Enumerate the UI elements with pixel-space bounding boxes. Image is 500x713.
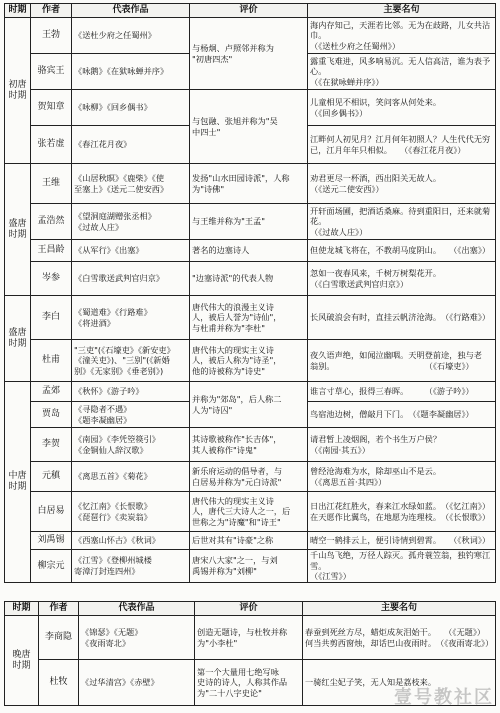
works-cell: 《山居秋暝》《鹿柴》《使 至塞上》《送元二使安西》 [72, 164, 190, 204]
quote-cell: 谁言寸草心，报得三春晖。 （《游子吟》） [308, 382, 496, 402]
table-row [5, 90, 496, 126]
evaluation-cell: 并称为"郊岛"，后人称二 人为"诗囚" [190, 382, 308, 428]
period-cell: 初唐 时期 [5, 18, 31, 164]
evaluation-cell: "边塞诗派"的代表人物 [190, 262, 308, 296]
author-cell: 孟浩然 [31, 204, 72, 240]
works-cell: 《从军行》《出塞》 [72, 240, 190, 262]
evaluation-cell: 第一个大量用七绝写咏 史诗的诗人，人称其作品 为"二十八字史论" [195, 660, 303, 706]
works-cell: 《西塞山怀古》《秋词》 [72, 532, 190, 550]
author-cell: 贺知章 [31, 90, 72, 126]
table-row [5, 382, 496, 402]
works-cell: 《寻隐者不遇》 《题李凝幽居》 [72, 402, 190, 428]
evaluation-cell: 与王维并称为"王孟" [190, 204, 308, 240]
works-cell: 《锦瑟》《无题》 《夜雨寄北》 [79, 616, 195, 660]
table-header-row [5, 602, 496, 616]
evaluation-cell: 与包融、张旭并称为"吴 中四士" [190, 90, 308, 164]
table-row [5, 262, 496, 296]
author-cell: 李商隐 [39, 616, 79, 660]
evaluation-cell: 唐宋八大家"之一，与刘 禹锡并称为"刘柳" [190, 550, 308, 583]
header-works: 代表作品 [72, 4, 190, 18]
quote-cell: 劝君更尽一杯酒，西出阳关无故人。 （《送元二使安西》） [308, 164, 496, 204]
works-cell: 《离思五首》《菊花》 [72, 462, 190, 492]
works-cell: 《送杜少府之任蜀州》 [72, 18, 190, 54]
quote-cell: 鸟宿池边树，僧敲月下门。 （《题李凝幽居》） [308, 402, 496, 428]
period-cell: 中唐 时期 [5, 382, 31, 583]
table-header-row [5, 4, 496, 18]
quote-cell: 千山鸟飞绝，万径人踪灭。孤舟蓑笠翁，独钓寒江雪。 （《江雪》） [308, 550, 496, 583]
table-row [5, 532, 496, 550]
table-row [5, 492, 496, 532]
header-author: 作者 [39, 602, 79, 616]
evaluation-cell: 唐代伟大的现实主义诗 人，唐代三大诗人之一，后 世称之为"诗魔"和"诗王" [190, 492, 308, 532]
quote-cell: 春蚕到死丝方尽，蜡炬成灰泪始干。 （《无题》） 何当共剪西窗烛，却话巴山夜雨时。 （《夜雨寄北》） [303, 616, 496, 660]
quote-cell: 儿童相见不相识，笑问客从何处来。 （《回乡偶书》） [308, 90, 496, 126]
works-cell: 《秋怀》《游子吟》 [72, 382, 190, 402]
evaluation-cell: 创造无题诗，与杜牧并称 为"小李杜" [195, 616, 303, 660]
evaluation-cell: 唐代伟大的现实主义诗 人，被后人称为"诗圣"， 他的诗被称为"诗史" [190, 340, 308, 382]
author-cell: 杜甫 [31, 340, 72, 382]
quote-cell: 露重飞难进，风多响易沉。无人信高洁，谁为表予心。 （《在狱咏蝉并序》） [308, 54, 496, 90]
quote-cell: 晴空一鹤排云上，便引诗情到碧霄。 （《秋词》） [308, 532, 496, 550]
period-cell: 晚唐 时期 [5, 616, 39, 706]
works-cell: 《望洞庭湖赠张丞相》 《过故人庄》 [72, 204, 190, 240]
quote-cell: 但使龙城飞将在，不教胡马度阴山。 （《出塞》） [308, 240, 496, 262]
author-cell: 骆宾王 [31, 54, 72, 90]
table-row [5, 550, 496, 583]
author-cell: 王昌龄 [31, 240, 72, 262]
quote-cell: 日出江花红胜火，春来江水绿如蓝。 （《忆江南》） 在天愿作比翼鸟，在地愿为连理枝。 （《长恨歌》） [308, 492, 496, 532]
quote-cell: 忽如一夜春风来，千树万树梨花开。 （《白雪歌送武判官归京》） [308, 262, 496, 296]
table-row [5, 18, 496, 54]
evaluation-cell: 新乐府运动的倡导者，与 白居易并称为"元白诗派" [190, 462, 308, 492]
table-row [5, 428, 496, 462]
author-cell: 元稹 [31, 462, 72, 492]
table-row [5, 204, 496, 240]
works-cell: 《春江花月夜》 [72, 126, 190, 164]
header-evaluation: 评价 [190, 4, 308, 18]
author-cell: 柳宗元 [31, 550, 72, 583]
evaluation-cell: 著名的边塞诗人 [190, 240, 308, 262]
author-cell: 杜牧 [39, 660, 79, 706]
author-cell: 孟郊 [31, 382, 72, 402]
period-cell: 盛唐 时期 [5, 164, 31, 296]
header-famous-lines: 主要名句 [308, 4, 496, 18]
works-cell: 《过华清宫》《赤壁》 [79, 660, 195, 706]
quote-cell: 请君暂上凌烟阁，若个书生万户侯？ （《南园·其五》） [308, 428, 496, 462]
author-cell: 李贺 [31, 428, 72, 462]
works-cell: 《忆江南》《长恨歌》 《琵琶行》《卖炭翁》 [72, 492, 190, 532]
evaluation-cell: 后世对其有"诗豪"之称 [190, 532, 308, 550]
author-cell: 白居易 [31, 492, 72, 532]
author-cell: 李白 [31, 296, 72, 340]
works-cell: 《咏柳》《回乡偶书》 [72, 90, 190, 126]
works-cell: 《白雪歌送武判官归京》 [72, 262, 190, 296]
works-cell: 《咏鹅》《在狱咏蝉并序》 [72, 54, 190, 90]
header-evaluation: 评价 [195, 602, 303, 616]
author-cell: 刘禹锡 [31, 532, 72, 550]
poets-table-main [4, 3, 496, 583]
period-cell: 盛唐 时期 [5, 296, 31, 382]
works-cell: 《蜀道难》《行路难》 《将进酒》 [72, 296, 190, 340]
table-row [5, 616, 496, 660]
quote-cell: 夜久语声绝，如闻泣幽咽。天明登前途，独与老 翁别。 （《石壕吏》） [308, 340, 496, 382]
header-period: 时期 [5, 4, 31, 18]
author-cell: 岑参 [31, 262, 72, 296]
evaluation-cell: 发扬"山水田园诗派"，人称 为"诗佛" [190, 164, 308, 204]
table-row [5, 164, 496, 204]
table-row [5, 240, 496, 262]
evaluation-cell: 与杨炯、卢照邻并称为 "初唐四杰" [190, 18, 308, 90]
header-period: 时期 [5, 602, 39, 616]
evaluation-cell: 其诗歌被称作"长吉体"， 其人被称作"诗鬼" [190, 428, 308, 462]
quote-cell: 长风破浪会有时，直挂云帆济沧海。 （《行路难》） [308, 296, 496, 340]
header-famous-lines: 主要名句 [303, 602, 496, 616]
table-row [5, 462, 496, 492]
works-cell: "三吏"(《石壕吏》《新安吏》 《潼关吏》)、"三别"(《新婚 别》《无家别》《垂老别》) [72, 340, 190, 382]
works-cell: 《南园》《李凭箜篌引》 《金铜仙人辞汉歌》 [72, 428, 190, 462]
header-works: 代表作品 [79, 602, 195, 616]
quote-cell: 江畔何人初见月？江月何年初照人？人生代代无穷 已，江月年年只相似。 （《春江花月夜》） [308, 126, 496, 164]
header-author: 作者 [31, 4, 72, 18]
table-row [5, 296, 496, 340]
works-cell: 《江雪》《登柳州城楼 寄漳汀封连四州》 [72, 550, 190, 583]
author-cell: 张若虚 [31, 126, 72, 164]
table-row [5, 340, 496, 382]
quote-cell: 海内存知己，天涯若比邻。无为在歧路，儿女共沾巾。 （《送杜少府之任蜀州》） [308, 18, 496, 54]
author-cell: 贾岛 [31, 402, 72, 428]
author-cell: 王勃 [31, 18, 72, 54]
quote-cell: 开轩面场圃，把酒话桑麻。待到重阳日，还来就菊花。 （《过故人庄》） [308, 204, 496, 240]
quote-cell: 一骑红尘妃子笑，无人知是荔枝来。 [303, 660, 496, 706]
author-cell: 王维 [31, 164, 72, 204]
watermark-logo: 壹号教社区 [394, 687, 494, 708]
evaluation-cell: 唐代伟大的浪漫主义诗 人，被后人誉为"诗仙"， 与杜甫并称为"李杜" [190, 296, 308, 340]
quote-cell: 曾经沧海难为水，除却巫山不是云。 （《离思五首·其四》） [308, 462, 496, 492]
